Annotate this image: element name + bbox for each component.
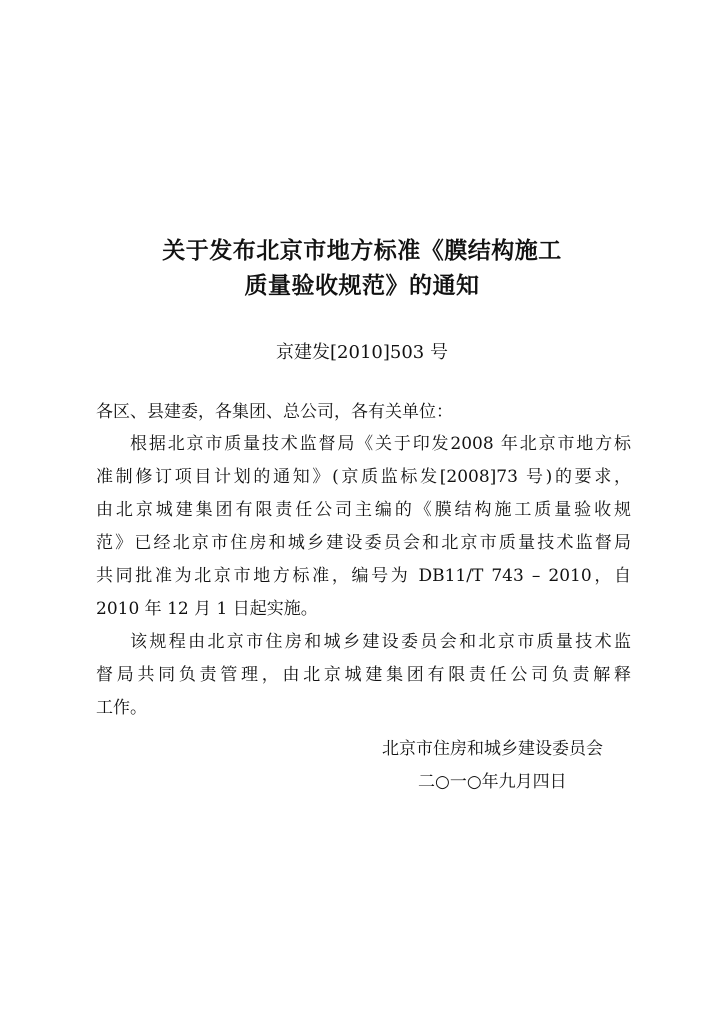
body-line: 范》已经北京市住房和城乡建设委员会和北京市质量技术监督局 <box>96 533 631 553</box>
body-line: 根据北京市质量技术监督局《关于印发2008 年北京市地方标 <box>130 434 631 454</box>
body-line: 督局共同负责管理，由北京城建集团有限责任公司负责解释 <box>96 665 631 685</box>
body-line: 共同批准为北京市地方标准，编号为 DB11/T 743 – 2010，自 <box>96 566 631 586</box>
body-line: 该规程由北京市住房和城乡建设委员会和北京市质量技术监 <box>130 632 631 652</box>
document-title-line-2: 质量验收规范》的通知 <box>244 273 480 299</box>
body-line: 2010 年 12 月 1 日起实施。 <box>96 599 318 619</box>
body-line: 由北京城建集团有限责任公司主编的《膜结构施工质量验收规 <box>96 500 631 520</box>
document-number: 京建发[2010]503 号 <box>276 342 448 363</box>
salutation: 各区、县建委，各集团、总公司，各有关单位： <box>96 402 453 422</box>
body-line: 工作。 <box>96 698 147 718</box>
signature-date: 二○一○年九月四日 <box>418 772 567 792</box>
body-line: 准制修订项目计划的通知》(京质监标发[2008]73 号)的要求， <box>96 467 631 487</box>
document-title-line-1: 关于发布北京市地方标准《膜结构施工 <box>162 238 562 264</box>
signature-organization: 北京市住房和城乡建设委员会 <box>382 739 603 759</box>
